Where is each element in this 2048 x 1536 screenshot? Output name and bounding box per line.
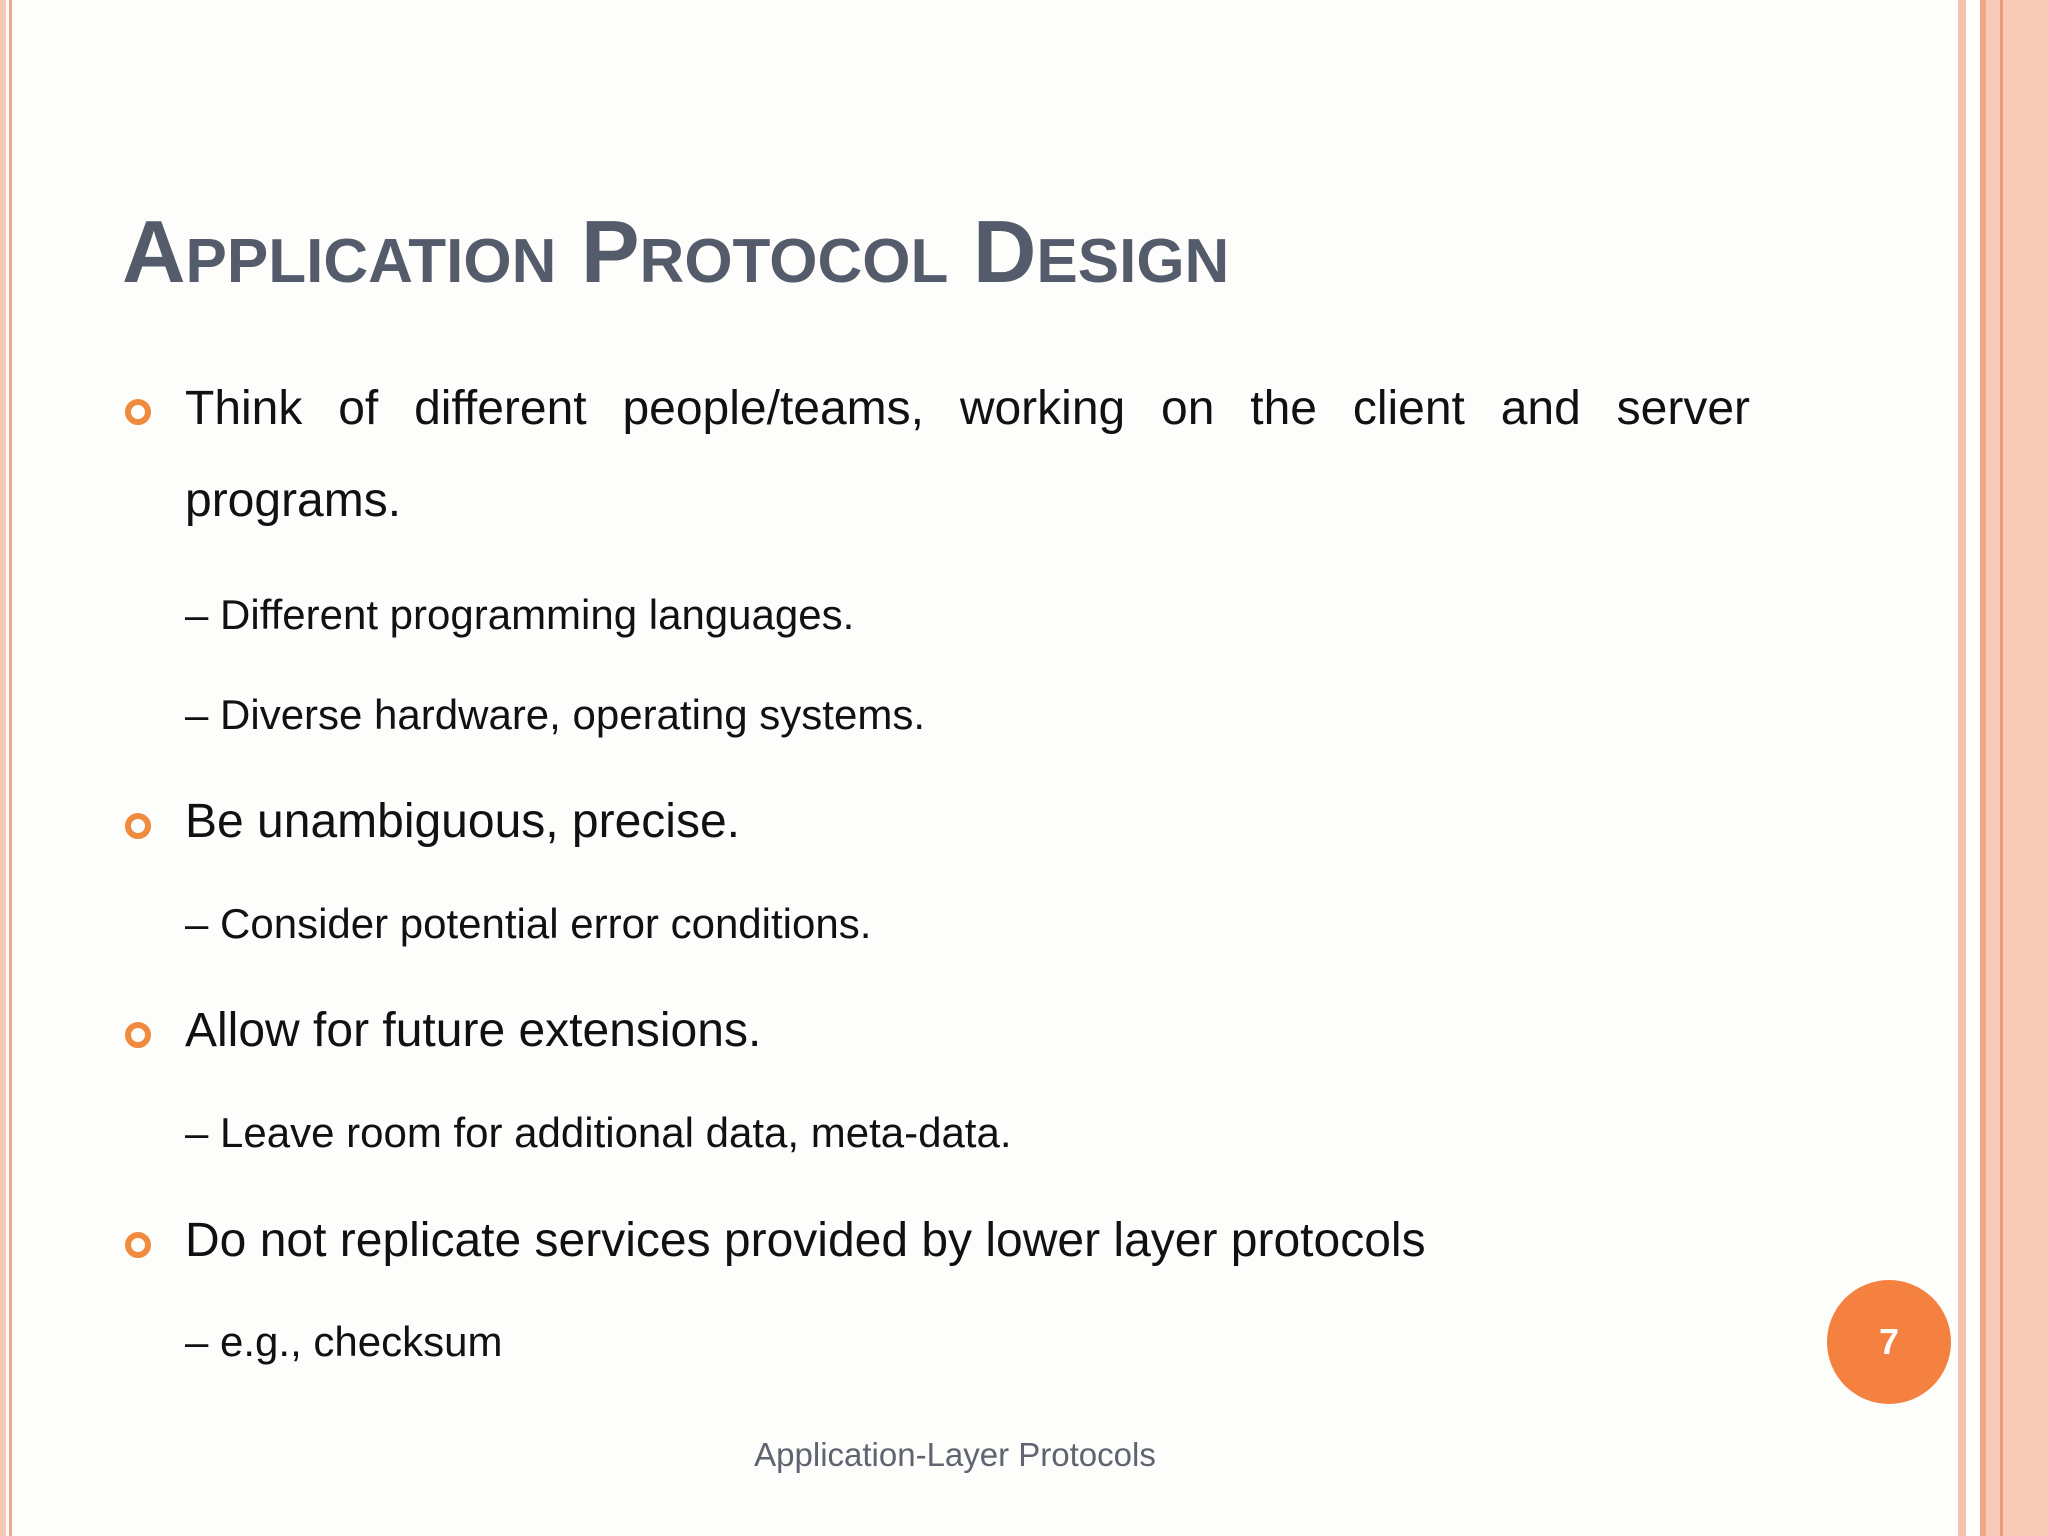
right-border-line — [2000, 0, 2003, 1536]
ring-bullet-icon — [125, 1022, 151, 1048]
slide-footer: Application-Layer Protocols — [754, 1436, 1156, 1473]
bullet-1-text: Think of different people/teams, working on the client and server programs. — [185, 382, 1750, 527]
bullet-2-sub-1: – Consider potential error conditions. — [185, 900, 872, 947]
bullet-1-sub-2: – Diverse hardware, operating systems. — [185, 691, 925, 738]
ring-bullet-icon — [125, 1232, 151, 1258]
bullet-4-text: Do not replicate services provided by lower layer protocols — [185, 1214, 1426, 1267]
slide-title: Application Protocol Design — [122, 202, 1230, 301]
page-number: 7 — [1878, 1321, 1900, 1362]
left-decorative-border — [0, 0, 22, 1536]
bullet-3-text: Allow for future extensions. — [185, 1004, 762, 1057]
bullet-1-sub-1: – Different programming languages. — [185, 591, 855, 638]
page-number-badge — [1827, 1280, 1951, 1404]
right-decorative-border — [1958, 0, 2048, 1536]
ring-bullet-icon — [125, 813, 151, 839]
bullet-4-sub-1: – e.g., checksum — [185, 1318, 503, 1365]
bullet-3-sub-1: – Leave room for additional data, meta-data. — [185, 1109, 1012, 1156]
ring-bullet-icon — [125, 399, 151, 425]
bullet-2-text: Be unambiguous, precise. — [185, 795, 740, 848]
